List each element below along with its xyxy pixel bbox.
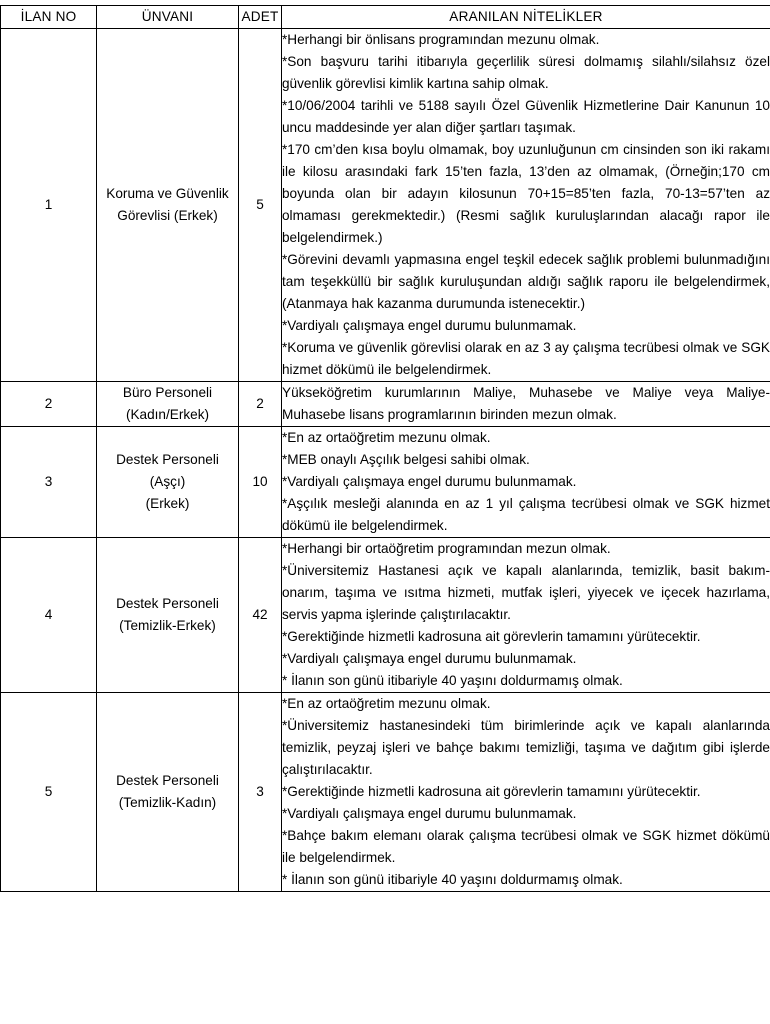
unvan-line: (Erkek) xyxy=(145,496,190,511)
adet-cell: 3 xyxy=(239,693,282,892)
nitelikler-cell xyxy=(282,538,770,693)
requirement-item: *Vardiyalı çalışmaya engel durumu bulunmamak. xyxy=(282,318,577,333)
table-row xyxy=(1,29,770,382)
adet-cell: 2 xyxy=(239,382,282,427)
unvan-line: (Temizlik-Erkek) xyxy=(119,618,216,633)
unvan-cell xyxy=(97,427,239,538)
adet-cell: 42 xyxy=(239,538,282,693)
ilan-no-cell: 4 xyxy=(1,538,97,693)
requirement-item: Yükseköğretim kurumlarının Maliye, Muhasebe ve Maliye veya Maliye-Muhasebe lisans programlarının birinden mezun olmak. xyxy=(282,385,770,422)
nitelikler-cell xyxy=(282,382,770,427)
requirement-item: * İlanın son günü itibariyle 40 yaşını doldurmamış olmak. xyxy=(282,673,623,688)
requirement-item: *170 cm’den kısa boylu olmamak, boy uzunluğunun cm cinsinden son iki rakamı ile kilosu arasındaki fark 15’ten fazla, 13’den az olmamak, (Örneğin;170 cm boyunda olan bir adayın kilosunun 70+15=85’ten fazla, 70-13=57’ten az olmaması gerekmektedir.) (Resmi sağlık kuruluşlarından alacağı rapor ile belgelendirmek.) xyxy=(282,142,770,245)
unvan-line: Görevlisi (Erkek) xyxy=(117,208,218,223)
header-adet: ADET xyxy=(239,6,282,29)
header-nitelikler: ARANILAN NİTELİKLER xyxy=(282,6,770,29)
requirement-item: *Vardiyalı çalışmaya engel durumu bulunmamak. xyxy=(282,806,577,821)
header-unvani: ÜNVANI xyxy=(97,6,239,29)
unvan-line: (Kadın/Erkek) xyxy=(125,407,210,422)
nitelikler-cell xyxy=(282,427,770,538)
requirement-item: *Herhangi bir önlisans programından mezunu olmak. xyxy=(282,32,600,47)
table-row xyxy=(1,427,770,538)
adet-cell: 5 xyxy=(239,29,282,382)
requirement-item: *Gerektiğinde hizmetli kadrosuna ait görevlerin tamamını yürütecektir. xyxy=(282,629,701,644)
unvan-cell xyxy=(97,29,239,382)
requirement-item: *Aşçılık mesleği alanında en az 1 yıl çalışma tecrübesi olmak ve SGK hizmet dökümü ile belgelendirmek. xyxy=(282,496,770,533)
requirement-item: *Son başvuru tarihi itibarıyla geçerlilik süresi dolmamış silahlı/silahsız özel güvenlik görevlisi kimlik kartına sahip olmak. xyxy=(282,54,770,91)
requirement-item: *Vardiyalı çalışmaya engel durumu bulunmamak. xyxy=(282,651,577,666)
ilan-no-cell: 5 xyxy=(1,693,97,892)
header-ilan-no: İLAN NO xyxy=(1,6,97,29)
requirement-item: *Herhangi bir ortaöğretim programından mezun olmak. xyxy=(282,541,611,556)
requirement-item: *Görevini devamlı yapmasına engel teşkil edecek sağlık problemi bulunmadığını tam teşekküllü bir sağlık kuruluşundan aldığı sağlık raporu ile belgelendirmek, (Atanmaya hak kazanma durumunda istenecektir.) xyxy=(282,252,770,311)
requirement-item: *En az ortaöğretim mezunu olmak. xyxy=(282,430,491,445)
requirement-item: * İlanın son günü itibariyle 40 yaşını doldurmamış olmak. xyxy=(282,872,623,887)
requirement-item: *Koruma ve güvenlik görevlisi olarak en az 3 ay çalışma tecrübesi olmak ve SGK hizmet dökümü ile belgelendirmek. xyxy=(282,340,770,377)
unvan-line: (Temizlik-Kadın) xyxy=(118,795,217,810)
table-row xyxy=(1,538,770,693)
requirement-item: *Gerektiğinde hizmetli kadrosuna ait görevlerin tamamını yürütecektir. xyxy=(282,784,701,799)
unvan-line: (Aşçı) xyxy=(149,474,186,489)
unvan-line: Destek Personeli xyxy=(116,452,219,467)
nitelikler-cell xyxy=(282,693,770,892)
unvan-line: Koruma ve Güvenlik xyxy=(106,186,229,201)
unvan-cell xyxy=(97,693,239,892)
requirement-item: *MEB onaylı Aşçılık belgesi sahibi olmak. xyxy=(282,452,530,467)
unvan-cell xyxy=(97,382,239,427)
requirement-item: *Üniversitemiz hastanesindeki tüm birimlerinde açık ve kapalı alanlarında temizlik, peyzaj işleri ve bahçe bakımı temizliği, taşıma ve dağıtım gibi işlerde çalıştırılacaktır. xyxy=(282,718,770,777)
requirement-item: *Vardiyalı çalışmaya engel durumu bulunmamak. xyxy=(282,474,577,489)
unvan-line: Destek Personeli xyxy=(116,773,219,788)
requirement-item: *10/06/2004 tarihli ve 5188 sayılı Özel Güvenlik Hizmetlerine Dair Kanunun 10 uncu maddesinde yer alan diğer şartları taşımak. xyxy=(282,98,770,135)
unvan-line: Büro Personeli xyxy=(122,385,213,400)
ilan-no-cell: 3 xyxy=(1,427,97,538)
job-listing-table xyxy=(0,5,770,892)
header-row xyxy=(1,6,770,29)
ilan-no-cell: 1 xyxy=(1,29,97,382)
ilan-no-cell: 2 xyxy=(1,382,97,427)
requirement-item: *Üniversitemiz Hastanesi açık ve kapalı alanlarında, temizlik, basit bakım-onarım, taşıma ve ısıtma hizmeti, mutfak işleri, yiyecek ve içecek hazırlama, servis yapma işlerinde çalıştırılacaktır. xyxy=(282,563,770,622)
unvan-line: Destek Personeli xyxy=(116,596,219,611)
table-row xyxy=(1,382,770,427)
requirement-item: *Bahçe bakım elemanı olarak çalışma tecrübesi olmak ve SGK hizmet dökümü ile belgelendirmek. xyxy=(282,828,770,865)
unvan-cell xyxy=(97,538,239,693)
requirement-item: *En az ortaöğretim mezunu olmak. xyxy=(282,696,491,711)
table-row xyxy=(1,693,770,892)
adet-cell: 10 xyxy=(239,427,282,538)
nitelikler-cell xyxy=(282,29,770,382)
